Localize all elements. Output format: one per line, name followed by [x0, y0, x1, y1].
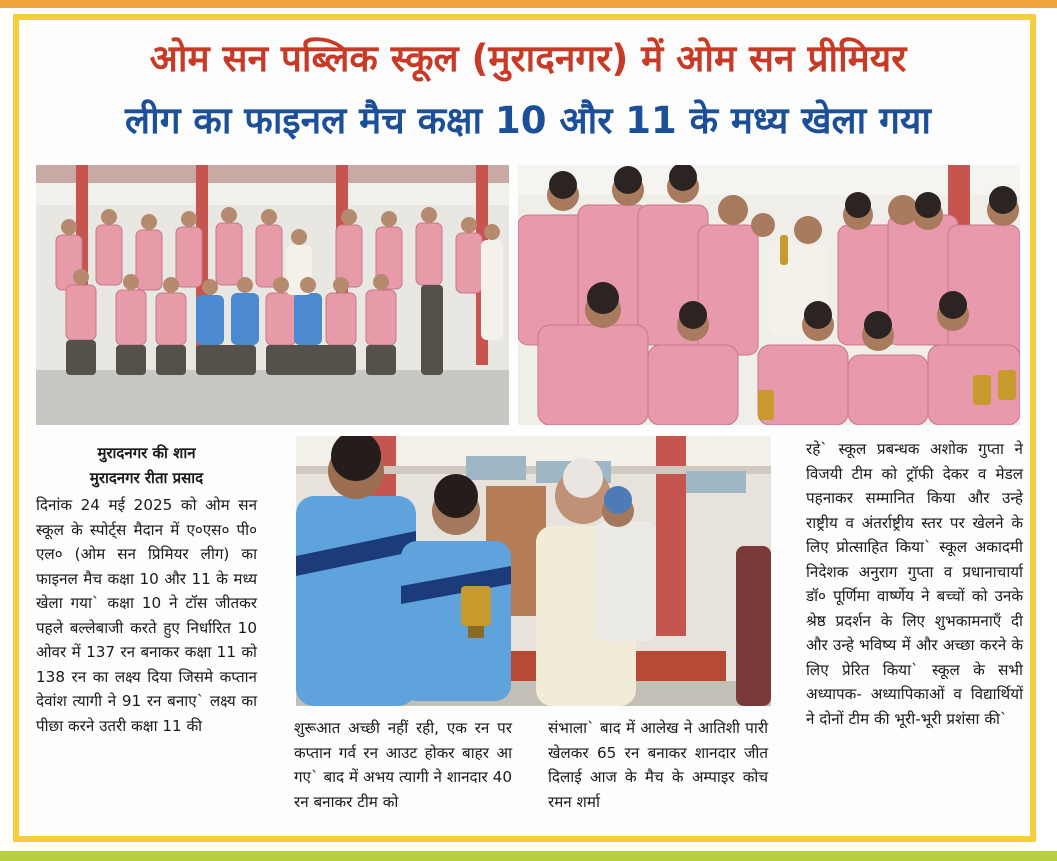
byline-line-2: मुरादनगर रीता प्रसाद	[89, 469, 204, 487]
article-column-4-text: रहे` स्कूल प्रबन्धक अशोक गुप्ता ने विजयी टीम को ट्रॉफी देकर व मेडल पहनाकर सम्मानित किया और उन्हे राष्ट्रीय व अंतर्राष्ट्रीय स्तर पर खेलने के लिए प्रोत्साहित किया` स्कूल अकादमी निदेशक अनुराग गुप्ता व प्रधानाचार्या डॉ० पूर्णिमा वार्ष्णेय ने बच्चों को उनके श्रेष्ठ प्रदर्शन के लिए शुभकामनाएँ दी और उन्हे भविष्य में और अच्छा करने के लिए प्रेरित किया` स्कूल के सभी अध्यापक- अध्यापिकाओं व विद्यार्थियों ने दोनों टीम की भूरी-भूरी प्रशंसा की`	[806, 440, 1023, 728]
headline-line-2: लीग का फाइनल मैच कक्षा 10 और 11 के मध्य खेला गया	[125, 99, 931, 142]
article-column-3-text: संभाला` बाद में आलेख ने आतिशी पारी खेलकर 65 रन बनाकर शानदार जीत दिलाई आज के मैच के अम्पाइर कोच रमन शर्मा	[548, 719, 768, 811]
article-column-1-text: दिनांक 24 मई 2025 को ओम सन स्कूल के स्पोर्ट्स मैदान में ए०एस० पी० एल० (ओम सन प्रिमियर लीग) का फाइनल मैच कक्षा 10 और 11 के मध्य खेला गया` कक्षा 10 ने टॉस जीतकर पहले बल्लेबाजी करते हुए निर्धारित 10 ओवर में 137 रन बनाकर कक्षा 11 को 138 रन का लक्ष्य दिया जिसमे कप्तान देवांश त्यागी ने 91 रन बनाए` लक्ष्य का पीछा करने उतरी कक्षा 11 की	[36, 496, 257, 735]
byline-line-1: मुरादनगर की शान	[97, 444, 196, 462]
article-column-2-text: शुरूआत अच्छी नहीं रही, एक रन पर कप्तान गर्व रन आउट होकर बाहर आ गए` बाद में अभय त्यागी ने शानदार 40 रन बनाकर टीम को	[294, 719, 512, 811]
team-group-photo	[36, 165, 509, 425]
trophy-presentation-photo	[296, 436, 771, 706]
article-column-3	[548, 716, 768, 814]
top-color-band	[0, 0, 1057, 8]
trophy-huddle-photo	[518, 165, 1020, 425]
article-column-1	[36, 493, 257, 738]
headline-line-1: ओम सन पब्लिक स्कूल (मुरादनगर) में ओम सन प्रीमियर	[149, 37, 907, 80]
bottom-color-band	[0, 851, 1057, 861]
article-column-2	[294, 716, 512, 814]
article-column-4	[806, 437, 1023, 731]
byline	[36, 441, 257, 491]
